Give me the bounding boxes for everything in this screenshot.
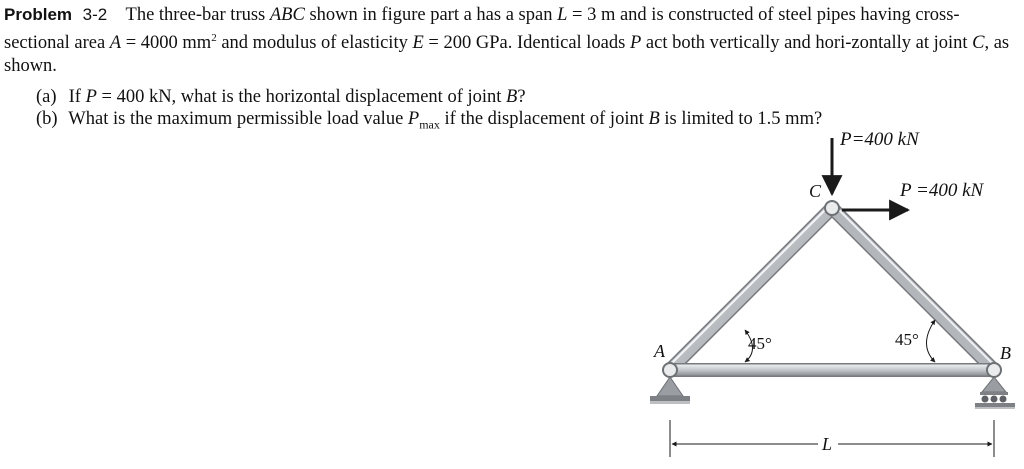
part-a-text-3: ? xyxy=(517,87,526,107)
joint-a-pin xyxy=(663,363,677,377)
joint-symbol: C xyxy=(972,33,985,54)
angle-arc-right xyxy=(927,320,936,362)
span-label: L xyxy=(822,434,833,454)
part-a-tag: (a) xyxy=(36,87,57,107)
truss-name: ABC xyxy=(269,5,305,25)
part-a-symbol: P xyxy=(85,87,97,107)
part-b-tag: (b) xyxy=(36,109,58,129)
problem-text-5: , as shown. xyxy=(4,33,1010,77)
modulus-value: = 200 GPa. Identical loads xyxy=(428,33,626,54)
part-a-text-2: = 400 kN, what is the horizontal displacement of joint xyxy=(101,87,502,107)
part-b-sub: max xyxy=(419,117,440,132)
problem-label: Problem xyxy=(4,5,73,24)
horizontal-load-label: P =400 kN xyxy=(900,180,984,201)
problem-number: 3-2 xyxy=(82,5,108,24)
joint-b-pin xyxy=(987,363,1001,377)
part-a-text-1: If xyxy=(68,87,81,107)
part-b-symbol: P xyxy=(407,109,420,129)
area-exp: 2 xyxy=(211,32,217,44)
joint-c-pin xyxy=(825,201,839,215)
span-unit: m and is constructed of steel pipes having cross-sectional area xyxy=(4,5,960,54)
angle-left-label: 45° xyxy=(748,334,772,353)
span-eq: = 3 xyxy=(572,5,597,25)
part-b-text-2: if the displacement of joint xyxy=(444,109,644,129)
problem-text-3: and modulus of elasticity xyxy=(221,33,408,54)
joint-b-label: B xyxy=(1000,343,1011,363)
load-symbol: P xyxy=(629,33,642,54)
part-b-text-1: What is the maximum permissible load value xyxy=(68,109,404,129)
pin-support-a xyxy=(650,377,690,404)
part-b-text-3: is limited to 1.5 mm? xyxy=(664,109,823,129)
problem-text-4: act both vertically and hori-zontally at joint xyxy=(645,33,968,54)
problem-text-2: shown in figure part a has a span xyxy=(309,5,553,25)
modulus-symbol: E xyxy=(412,33,424,54)
span-symbol: L xyxy=(557,5,568,25)
member-ab xyxy=(670,363,994,377)
roller-support-b xyxy=(975,377,1015,409)
joint-a-label: A xyxy=(654,341,665,361)
joint-c-label: C xyxy=(809,181,822,201)
part-a-joint: B xyxy=(506,87,518,107)
part-b-joint: B xyxy=(648,109,660,129)
angle-right-label: 45° xyxy=(895,330,919,349)
area-symbol: A xyxy=(109,33,122,54)
vertical-load-label: P=400 kN xyxy=(840,129,919,150)
area-eq: = 4000 xyxy=(125,33,178,54)
problem-text-1: The three-bar truss xyxy=(125,5,266,25)
area-unit: mm xyxy=(182,33,212,54)
